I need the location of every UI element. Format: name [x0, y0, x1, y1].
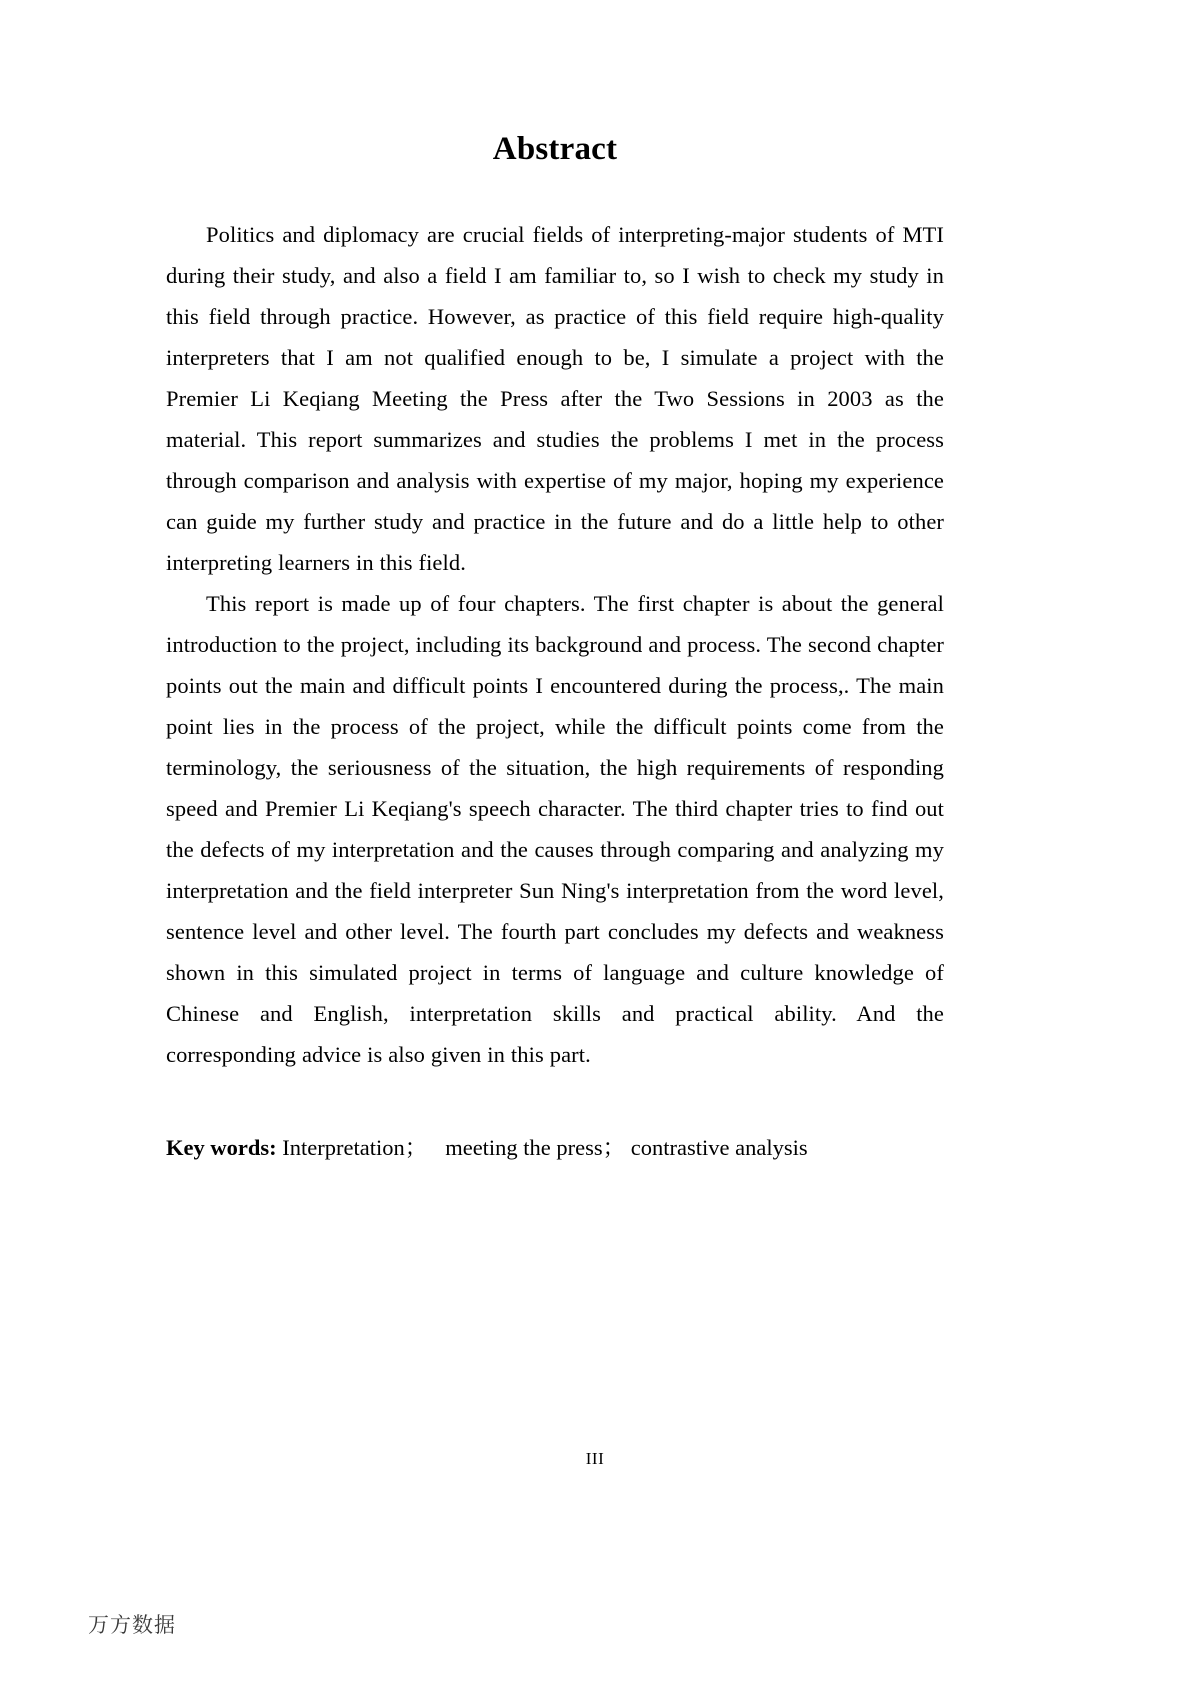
abstract-paragraph-2: This report is made up of four chapters. The first chapter is about the general introduction to the project, including its background and process. The second chapter points out the main and difficult points I encountered during the process,. The main point lies in the process of the project, while the difficult points come from the terminology, the seriousness of the situation, the high requirements of responding speed and Premier Li Keqiang's speech character. The third chapter tries to find out the defects of my interpretation and the causes through comparing and analyzing my interpretation and the field interpreter Sun Ning's interpretation from the word level, sentence level and other level. The fourth part concludes my defects and weakness shown in this simulated project in terms of language and culture knowledge of Chinese and English, interpretation skills and practical ability. And the corresponding advice is also given in this part. [166, 590, 944, 1067]
abstract-paragraph-1: Politics and diplomacy are crucial fields of interpreting-major students of MTI during their study, and also a field I am familiar to, so I wish to check my study in this field through practice. However, as practice of this field require high-quality interpreters that I am not qualified enough to be, I simulate a project with the Premier Li Keqiang Meeting the Press after the Two Sessions in 2003 as the material. This report summarizes and studies the problems I met in the process through comparison and analysis with expertise of my major, hoping my experience can guide my further study and practice in the future and do a little help to other interpreting learners in this field. [166, 221, 944, 575]
keyword-item-1: Interpretation； [282, 1134, 428, 1160]
keywords-label: Key words: [166, 1134, 277, 1160]
keyword-item-2: meeting the press； [445, 1134, 626, 1160]
wanfang-watermark: 万方数据 [88, 1613, 176, 1637]
abstract-content [166, 130, 944, 1190]
keyword-item-3: contrastive analysis [630, 1134, 808, 1160]
keywords-line [166, 1127, 944, 1168]
page-number: III [585, 1449, 605, 1468]
page-title: Abstract [492, 131, 618, 167]
